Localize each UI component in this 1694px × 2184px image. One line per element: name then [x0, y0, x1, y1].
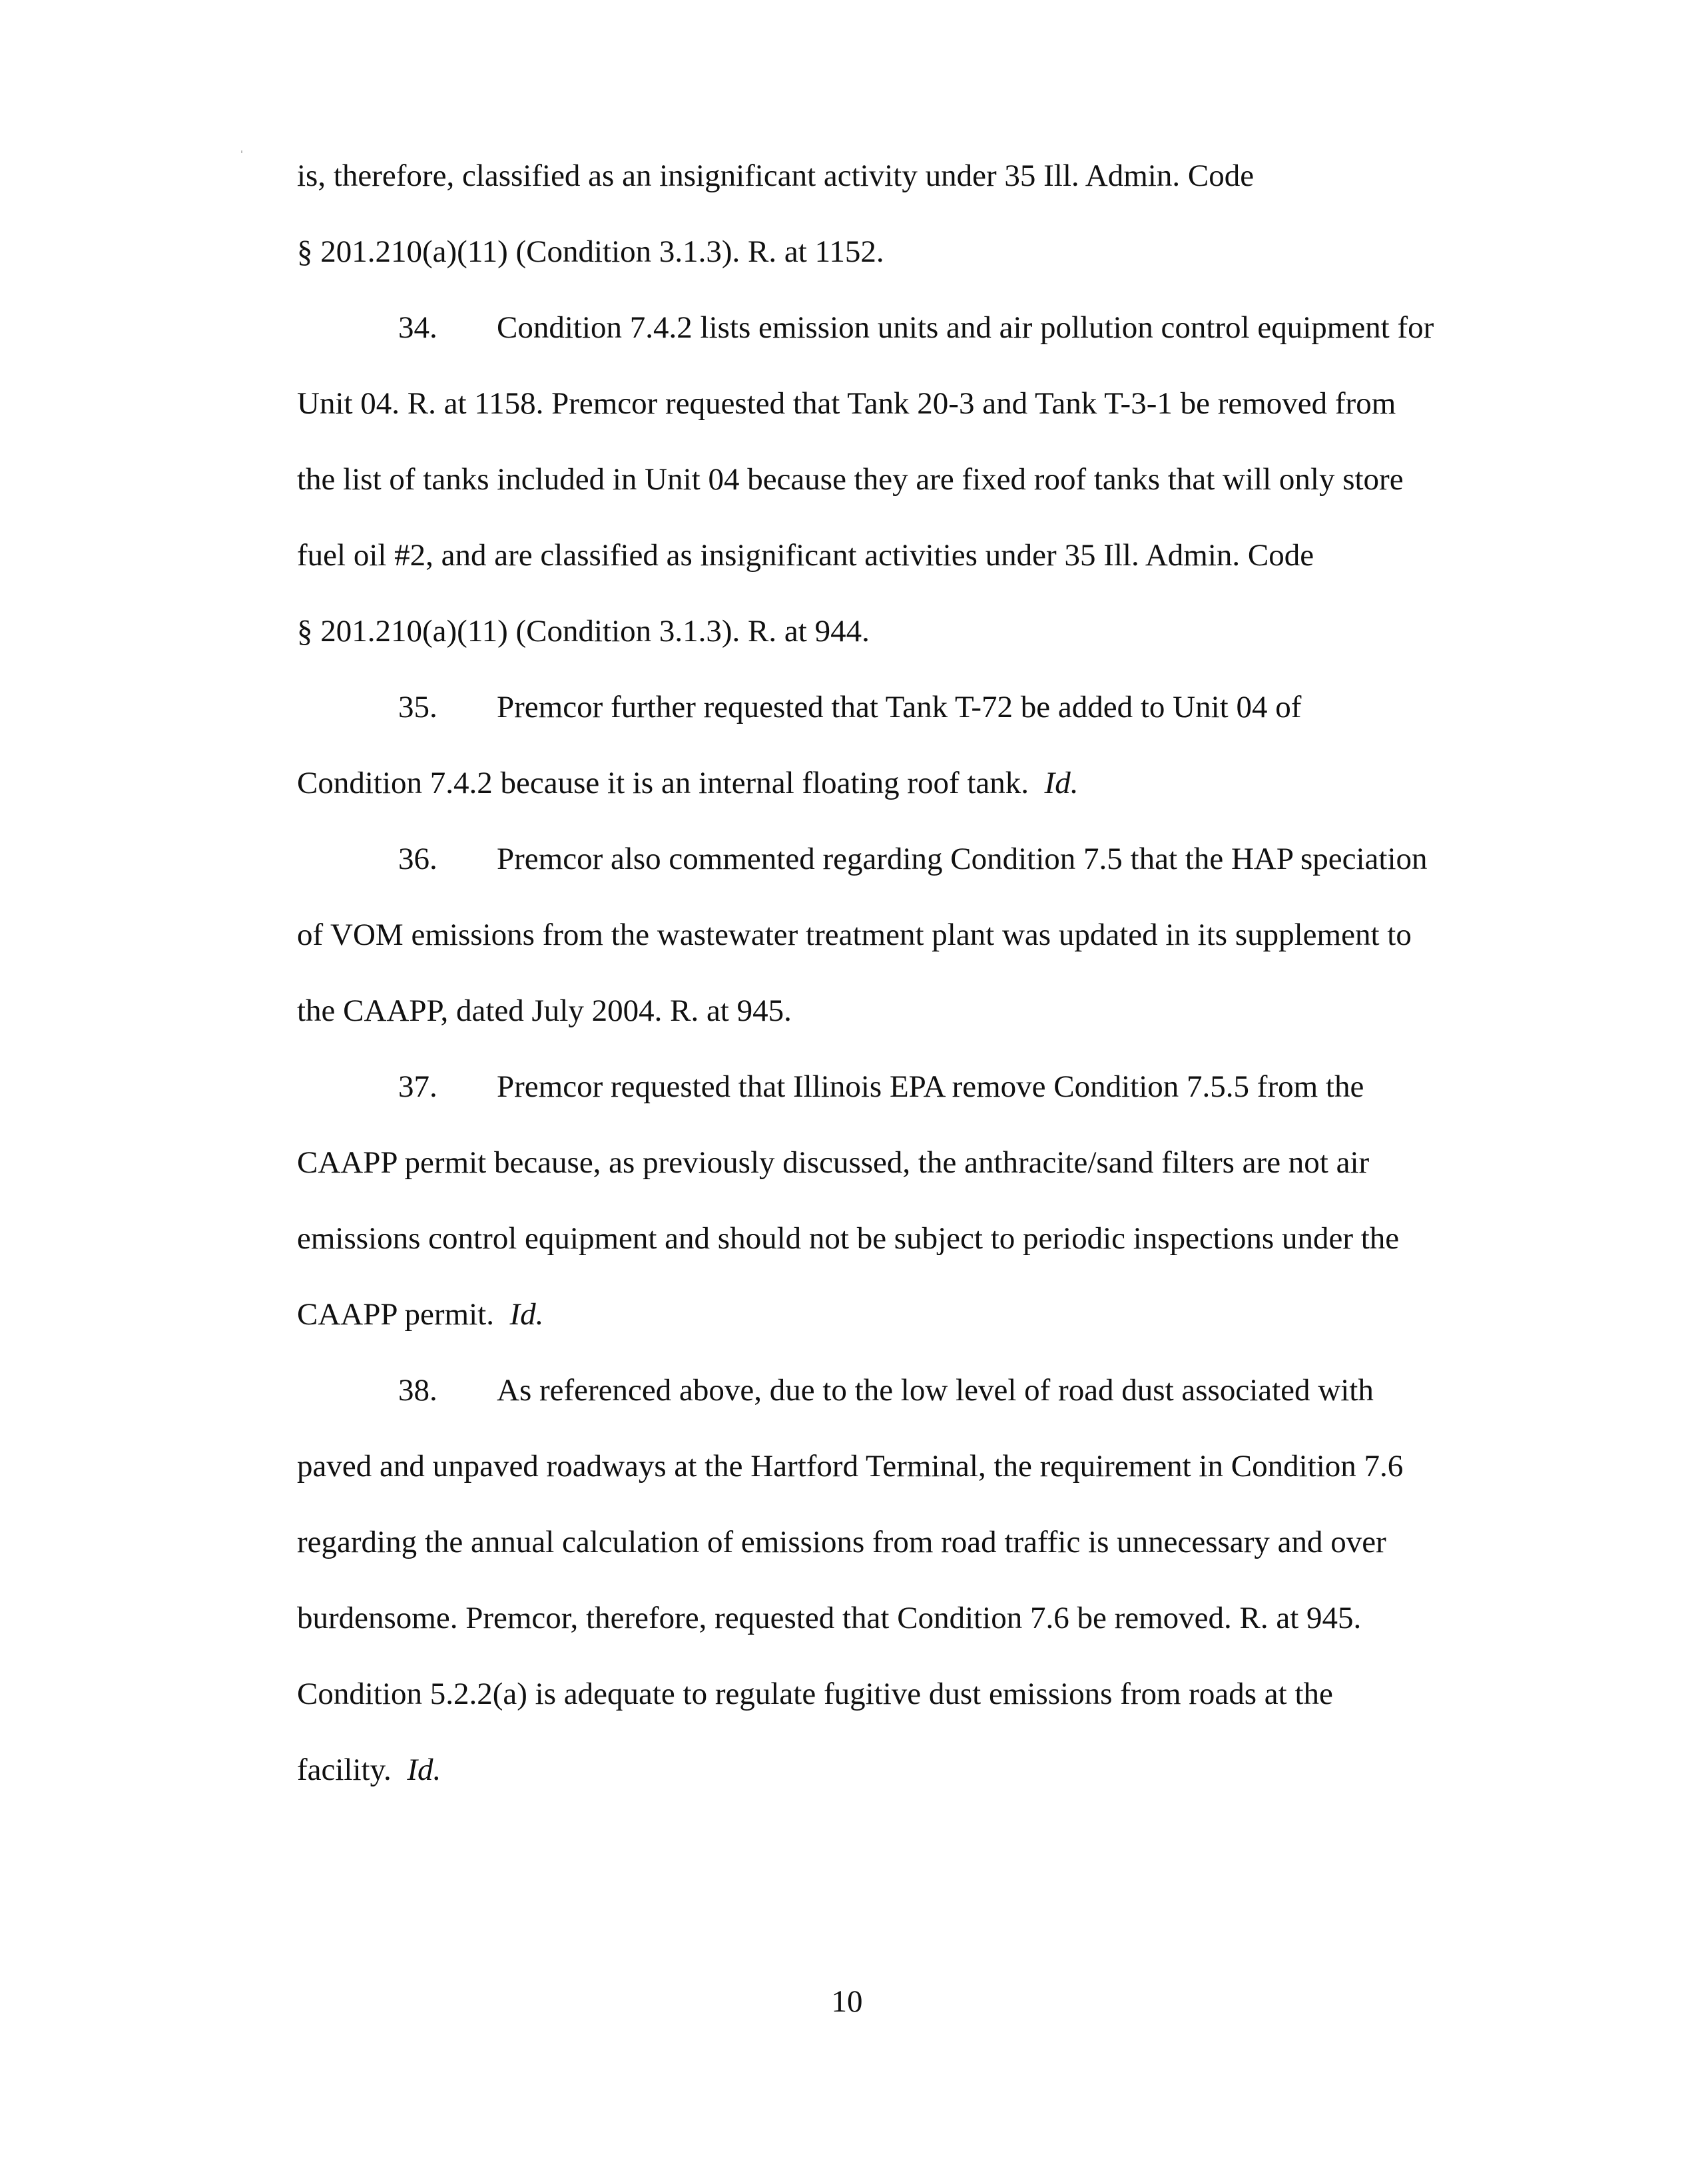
text-line: burdensome. Premcor, therefore, requested that Condition 7.6 be removed. R. at 945. [297, 1601, 1362, 1635]
text-segment: facility. [297, 1753, 392, 1787]
text-line [297, 1751, 441, 1788]
page-number: 10 [831, 1984, 863, 2019]
text-line: of VOM emissions from the wastewater treatment plant was updated in its supplement to [297, 918, 1412, 952]
text-line: § 201.210(a)(11) (Condition 3.1.3). R. at 944. [297, 614, 870, 649]
scan-mark [241, 150, 242, 153]
paragraph-37-first-line [398, 1068, 1364, 1105]
text-line: fuel oil #2, and are classified as insignificant activities under 35 Ill. Admin. Code [297, 538, 1314, 573]
paragraph-text: Premcor further requested that Tank T-72 be added to Unit 04 of [497, 690, 1302, 724]
text-line: is, therefore, classified as an insignificant activity under 35 Ill. Admin. Code [297, 158, 1255, 193]
paragraph-number: 38. [398, 1373, 437, 1408]
paragraph-number: 34. [398, 310, 437, 345]
citation-id: Id. [407, 1753, 441, 1787]
paragraph-38-first-line [398, 1372, 1374, 1409]
text-line: § 201.210(a)(11) (Condition 3.1.3). R. at 1152. [297, 234, 884, 269]
citation-id: Id. [509, 1297, 544, 1332]
paragraph-36-first-line [398, 840, 1428, 878]
text-line: CAAPP permit because, as previously discussed, the anthracite/sand filters are not air [297, 1145, 1370, 1180]
paragraph-number: 37. [398, 1069, 437, 1104]
text-line: paved and unpaved roadways at the Hartford Terminal, the requirement in Condition 7.6 [297, 1449, 1404, 1484]
citation-id: Id. [1044, 766, 1079, 800]
text-segment: CAAPP permit. [297, 1297, 494, 1332]
paragraph-number: 36. [398, 842, 437, 876]
paragraph-34-first-line [398, 309, 1434, 346]
paragraph-text: As referenced above, due to the low level of road dust associated with [497, 1373, 1374, 1408]
paragraph-35-first-line [398, 688, 1301, 726]
text-line: emissions control equipment and should not be subject to periodic inspections under the [297, 1221, 1400, 1256]
text-line: the CAAPP, dated July 2004. R. at 945. [297, 993, 792, 1028]
paragraph-text: Premcor also commented regarding Condition 7.5 that the HAP speciation [497, 842, 1428, 876]
text-segment: Condition 7.4.2 because it is an internal floating roof tank. [297, 766, 1029, 800]
paragraph-text: Condition 7.4.2 lists emission units and air pollution control equipment for [497, 310, 1434, 345]
paragraph-text: Premcor requested that Illinois EPA remove Condition 7.5.5 from the [497, 1069, 1364, 1104]
text-line: Unit 04. R. at 1158. Premcor requested that Tank 20-3 and Tank T-3-1 be removed from [297, 386, 1396, 421]
text-line [297, 1296, 543, 1333]
text-line: regarding the annual calculation of emissions from road traffic is unnecessary and over [297, 1525, 1386, 1559]
text-line [297, 764, 1078, 802]
text-line: the list of tanks included in Unit 04 because they are fixed roof tanks that will only store [297, 462, 1404, 497]
text-line: Condition 5.2.2(a) is adequate to regulate fugitive dust emissions from roads at the [297, 1677, 1333, 1711]
paragraph-number: 35. [398, 690, 437, 724]
